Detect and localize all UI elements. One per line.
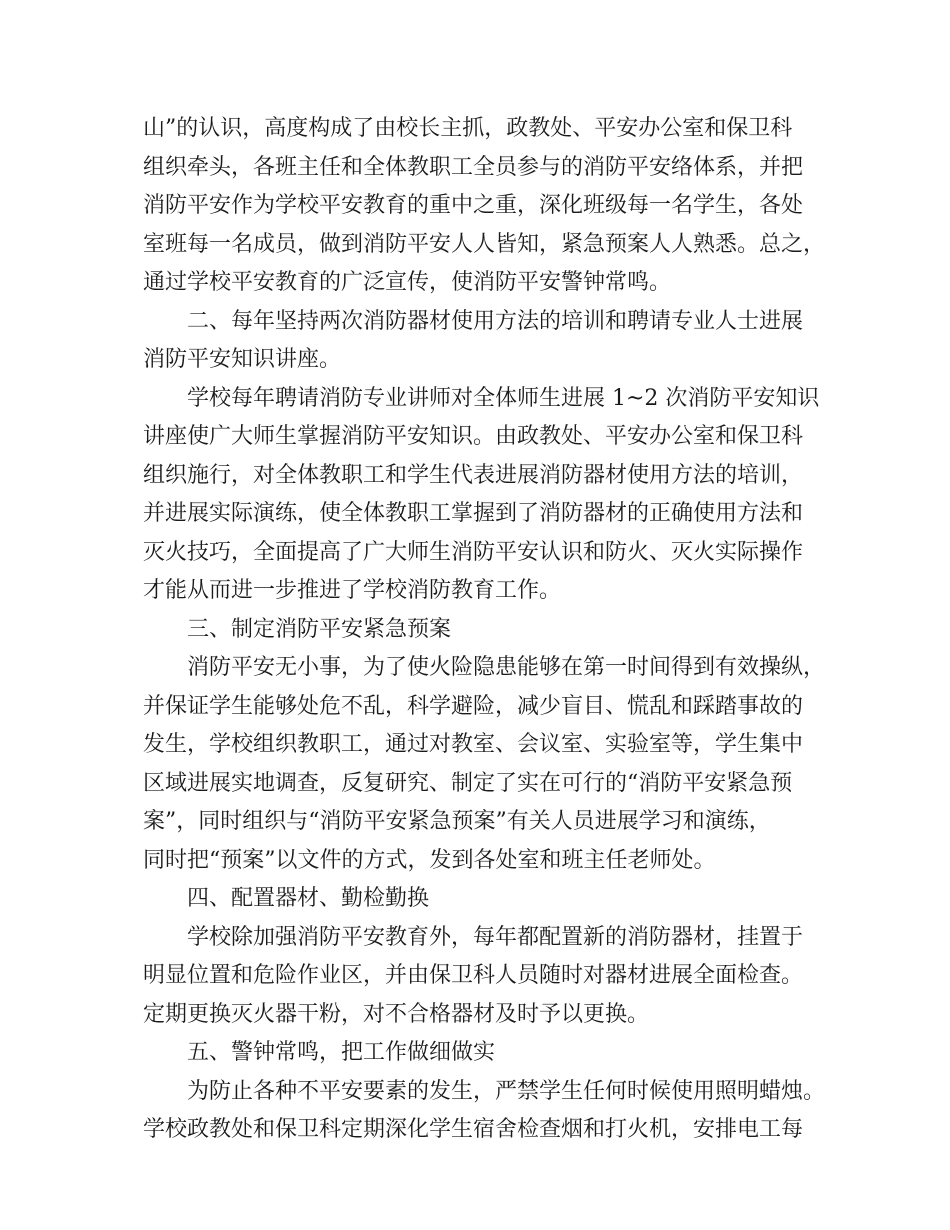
section-heading: 五、警钟常鸣，把工作做细做实 [187,1040,496,1065]
text-line: 发生，学校组织教职工，通过对教室、会议室、实验室等，学生集中 [143,732,804,757]
section-heading: 三、制定消防平安紧急预案 [187,616,452,642]
text-line: 案”，同时组织与“消防平安紧急预案”有关人员进展学习和演练， [143,809,771,834]
section-heading-continued: 消防平安知识讲座。 [143,347,342,372]
text-line: 室班每一名成员，做到消防平安人人皆知，紧急预案人人熟悉。总之， [143,231,826,257]
text-line: 组织牵头，各班主任和全体教职工全员参与的消防平安络体系，并把 [143,154,804,180]
text-line: 并进展实际演练，使全体教职工掌握到了消防器材的正确使用方法和 [143,501,804,526]
text-line: 并保证学生能够处危不乱，科学避险，减少盲目、慌乱和踩踏事故的 [143,693,804,719]
paragraph-start: 学校除加强消防平安教育外，每年都配置新的消防器材，挂置于 [187,924,804,950]
text-line: 山”的认识，高度构成了由校长主抓，政教处、平安办公室和保卫科 [143,116,793,141]
text-line: 明显位置和危险作业区，并由保卫科人员随时对器材进展全面检查。 [143,963,804,988]
text-line: 组织施行，对全体教职工和学生代表进展消防器材使用方法的培训， [143,462,804,488]
text-line: 消防平安作为学校平安教育的重中之重，深化班级每一名学生，各处 [143,193,804,218]
text-line: 定期更换灭火器干粉，对不合格器材及时予以更换。 [143,1001,650,1027]
text-line: 讲座使广大师生掌握消防平安知识。由政教处、平安办公室和保卫科 [143,424,804,449]
text-line: 学校政教处和保卫科定期深化学生宿舍检查烟和打火机，安排电工每 [143,1117,804,1142]
text-line: 才能从而进一步推进了学校消防教育工作。 [143,578,562,603]
paragraph-start: 消防平安无小事，为了使火险隐患能够在第一时间得到有效操纵， [187,655,826,680]
text-line: 灭火技巧，全面提高了广大师生消防平安认识和防火、灭火实际操作 [143,539,804,565]
text-line: 通过学校平安教育的广泛宣传，使消防平安警钟常鸣。 [143,270,672,295]
section-heading: 二、每年坚持两次消防器材使用方法的培训和聘请专业人士进展 [187,308,804,334]
paragraph-start: 学校每年聘请消防专业讲师对全体师生进展 1~2 次消防平安知识 [187,385,820,411]
text-line: 同时把“预案”以文件的方式，发到各处室和班主任老师处。 [143,847,716,873]
paragraph-start: 为防止各种不平安要素的发生，严禁学生任何时候使用照明蜡烛。 [187,1078,826,1104]
document-body [143,110,826,1150]
section-heading: 四、配置器材、勤检勤换 [187,886,430,911]
text-line: 区域进展实地调查，反复研究、制定了实在可行的“消防平安紧急预 [143,770,793,796]
